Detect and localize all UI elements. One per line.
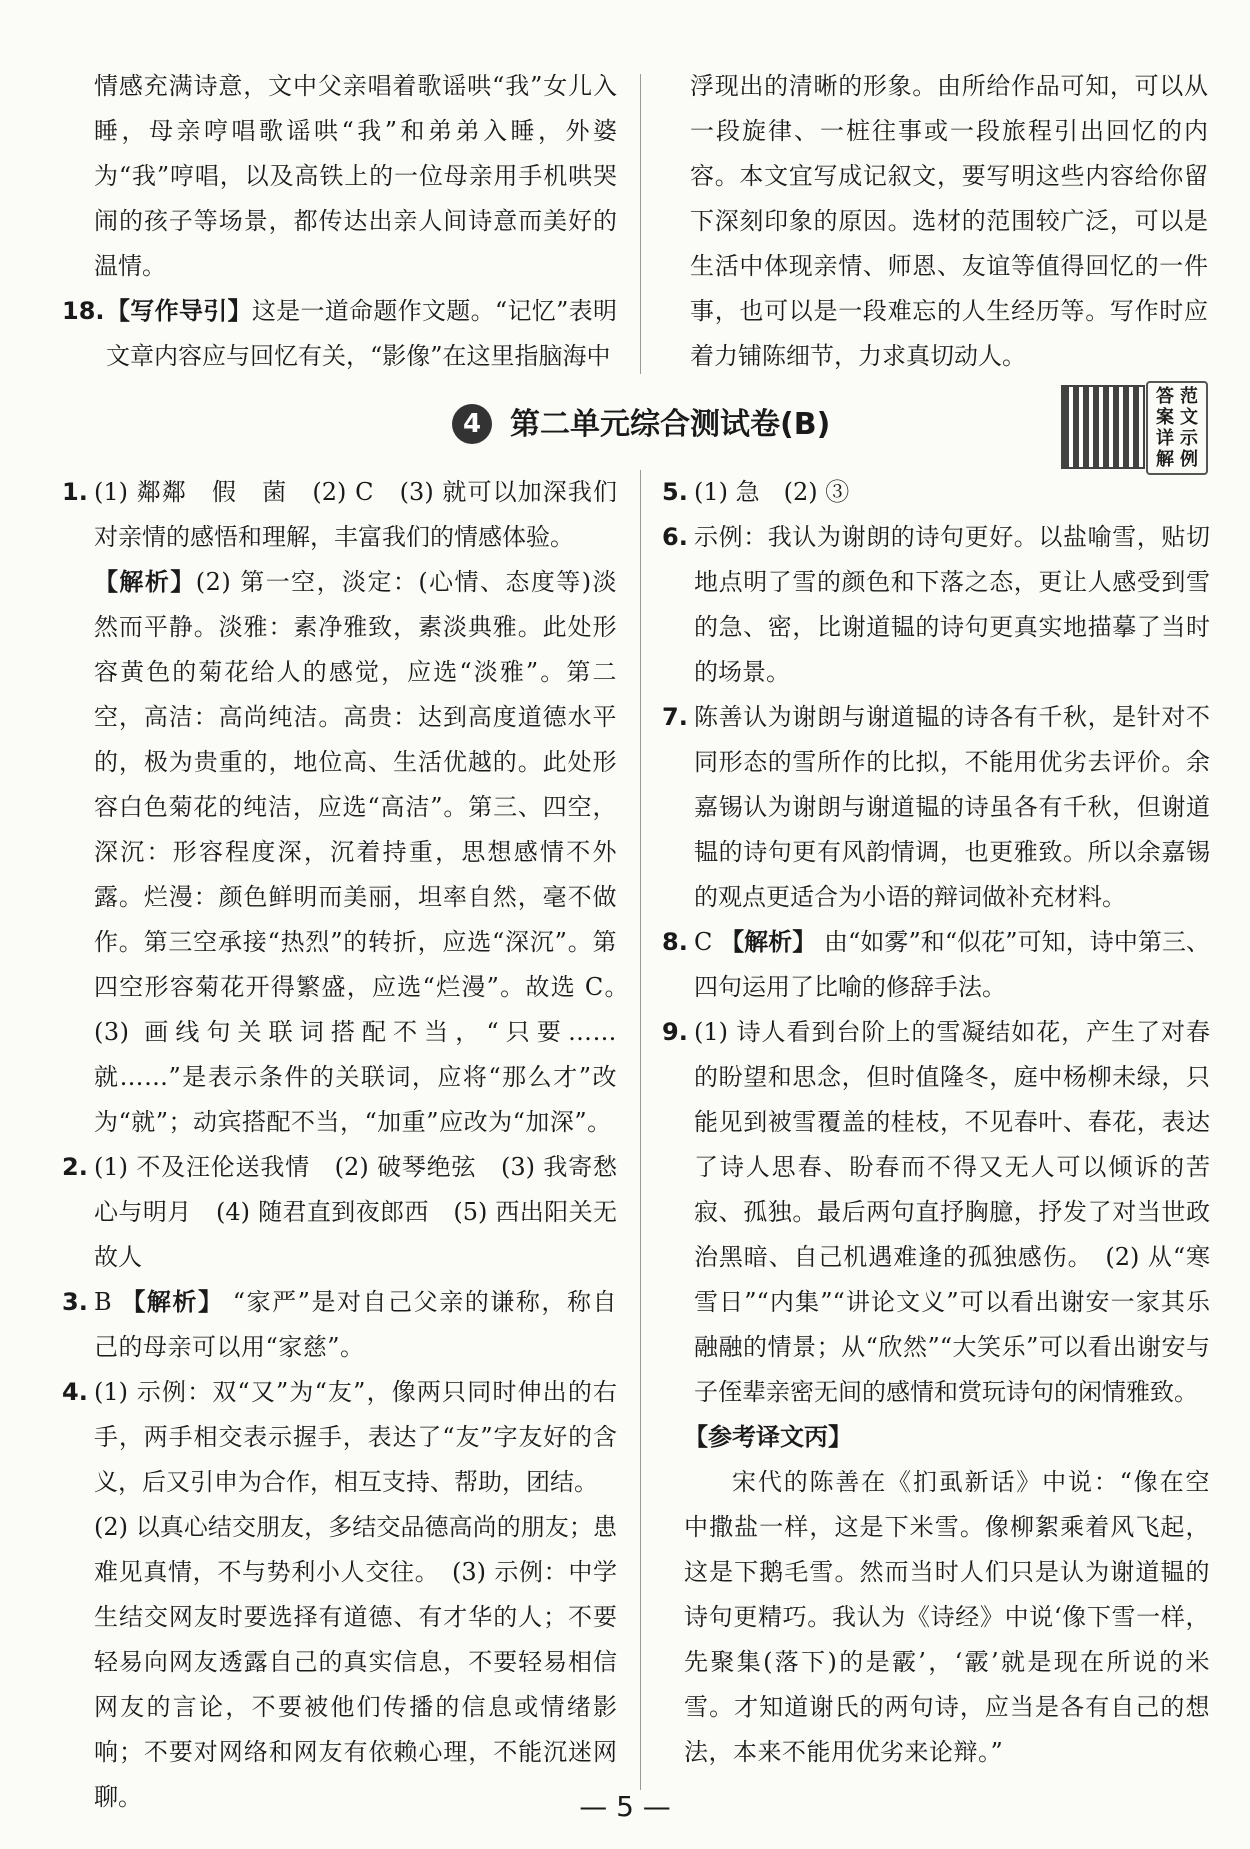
analysis-text: “家严”是对自己父亲的谦称，称自己的母亲可以用“家慈”。	[94, 1288, 618, 1361]
question-number: 18.	[62, 297, 105, 325]
question-number: 3.	[62, 1288, 88, 1316]
question-number: 8.	[662, 928, 688, 956]
analysis-tag: 【解析】	[720, 928, 817, 956]
reference-translation-text: 宋代的陈善在《扪虱新话》中说：“像在空中撒盐一样，这是下米雪。像柳絮乘着风飞起，这是下鹅毛雪。然而当时人们只是认为谢道韫的诗句更精巧。我认为《诗经》中说‘像下雪一样，先聚集(落下)的是霰’，‘霰’就是现在所说的米雪。才知道谢氏的两句诗，应当是各有自己的想法，本来不能用优劣来论辩。”	[684, 1468, 1210, 1766]
question-1	[62, 470, 642, 1145]
unit-badge: 4	[452, 404, 492, 444]
question-6	[662, 515, 1210, 695]
answer-text: (1) 不及汪伦送我情 (2) 破琴绝弦 (3) 我寄愁心与明月 (4) 随君直到夜郎西 (5) 西出阳关无故人	[94, 1153, 617, 1271]
analysis-tag: 【解析】	[94, 568, 196, 596]
answer-text: (2) 以真心结交朋友，多结交品德高尚的朋友；患难见真情，不与势利小人交往。 (3) 示例：中学生结交网友时要选择有道德、有才华的人；不要轻易向网友透露自己的真实信息，不要轻易相信网友的言论，不要被他们传播的信息或情绪影响；不要对网络和网友有依赖心理，不能沉迷网聊。	[94, 1513, 617, 1811]
right-column	[662, 470, 1210, 1775]
question-8	[662, 920, 1210, 1010]
continuation-text: 浮现出的清晰的形象。由所给作品可知，可以从一段旋律、一桩往事或一段旅程引出回忆的内容。本文宜写成记叙文，要写明这些内容给你留下深刻印象的原因。选材的范围较广泛，可以是生活中体现亲情、师恩、友谊等值得回忆的一件事，也可以是一段难忘的人生经历等。写作时应着力铺陈细节，力求真切动人。	[690, 72, 1208, 370]
answer-text: (1) 鄰鄰 假 菌 (2) C (3) 就可以加深我们对亲情的感悟和理解，丰富我们的情感体验。	[94, 478, 617, 551]
left-column	[62, 470, 642, 1820]
reference-translation-title: 【参考译文丙】	[684, 1423, 852, 1451]
analysis-tag: 【解析】	[121, 1288, 224, 1316]
qr-code-label: 答 范 案 文 详 示 解 例	[1146, 381, 1208, 475]
question-number: 9.	[662, 1018, 688, 1046]
answer-text: (1) 急 (2) ③	[694, 478, 850, 506]
answer-text: 示例：我认为谢朗的诗句更好。以盐喻雪，贴切地点明了雪的颜色和下落之态，更让人感受到雪的急、密，比谢道韫的诗句更真实地描摹了当时的场景。	[694, 523, 1210, 686]
question-number: 5.	[662, 478, 688, 506]
analysis-text: (2) 第一空，淡定：(心情、态度等)淡然而平静。淡雅：素净雅致，素淡典雅。此处形容黄色的菊花给人的感觉，应选“淡雅”。第二空，高洁：高尚纯洁。高贵：达到高度道德水平的，极为贵重的，地位高、生活优越的。此处形容白色菊花的纯洁，应选“高洁”。第三、四空，深沉：形容程度深，沉着持重，思想感情不外露。烂漫：颜色鲜明而美丽，坦率自然，毫不做作。第三空承接“热烈”的转折，应选“深沉”。第四空形容菊花开得繁盛，应选“烂漫”。故选 C。 (3) 画线句关联词搭配不当，“只要……就……”是表示条件的关联词，应将“那么才”改为“就”；动宾搭配不当，“加重”应改为“加深”。	[94, 568, 642, 1136]
answer-text: C	[694, 928, 721, 956]
question-4	[62, 1370, 617, 1820]
top-left-column	[62, 64, 617, 379]
top-right-column	[690, 64, 1208, 379]
qr-code-icon[interactable]	[1061, 385, 1145, 469]
analysis-text: 由“如雾”和“似花”可知，诗中第三、四句运用了比喻的修辞手法。	[694, 928, 1211, 1001]
question-3	[62, 1280, 617, 1370]
question-5	[662, 470, 1210, 515]
section-tag: 【写作导引】	[106, 297, 252, 325]
question-2	[62, 1145, 617, 1280]
answer-text: (1) 示例：双“又”为“友”，像两只同时伸出的右手，两手相交表示握手，表达了“友”字友好的含义，后又引申为合作，相互支持、帮助，团结。	[94, 1378, 617, 1496]
section-title: 第二单元综合测试卷(B)	[510, 407, 831, 442]
question-7	[662, 695, 1210, 920]
question-text: 这是一道命题作文题。“记忆”表明文章内容应与回忆有关，“影像”在这里指脑海中	[106, 297, 617, 370]
continuation-text: 情感充满诗意，文中父亲唱着歌谣哄“我”女儿入睡，母亲哼唱歌谣哄“我”和弟弟入睡，外婆为“我”哼唱，以及高铁上的一位母亲用手机哄哭闹的孩子等场景，都传达出亲人间诗意而美好的温情。	[94, 72, 617, 280]
answer-text: (1) 诗人看到台阶上的雪凝结如花，产生了对春的盼望和思念，但时值隆冬，庭中杨柳未绿，只能见到被雪覆盖的桂枝，不见春叶、春花，表达了诗人思春、盼春而不得又无人可以倾诉的苦寂、孤独。最后两句直抒胸臆，抒发了对当世政治黑暗、自己机遇难逢的孤独感伤。 (2) 从“寒雪日”“内集”“讲论文义”可以看出谢安一家其乐融融的情景；从“欣然”“大笑乐”可以看出谢安与子侄辈亲密无间的感情和赏玩诗句的闲情雅致。	[694, 1018, 1210, 1406]
question-number: 1.	[62, 478, 88, 506]
column-divider	[640, 74, 641, 374]
question-number: 2.	[62, 1153, 88, 1181]
answer-text: B	[94, 1288, 122, 1316]
question-18	[62, 289, 617, 379]
column-divider	[640, 470, 641, 1790]
page-number: — 5 —	[579, 1790, 671, 1823]
question-number: 6.	[662, 523, 688, 551]
question-9	[662, 1010, 1210, 1415]
answer-text: 陈善认为谢朗与谢道韫的诗各有千秋，是针对不同形态的雪所作的比拟，不能用优劣去评价。余嘉锡认为谢朗与谢道韫的诗虽各有千秋，但谢道韫的诗句更有风韵情调，也更雅致。所以余嘉锡的观点更适合为小语的辩词做补充材料。	[694, 703, 1210, 911]
question-number: 4.	[62, 1378, 88, 1406]
question-number: 7.	[662, 703, 688, 731]
